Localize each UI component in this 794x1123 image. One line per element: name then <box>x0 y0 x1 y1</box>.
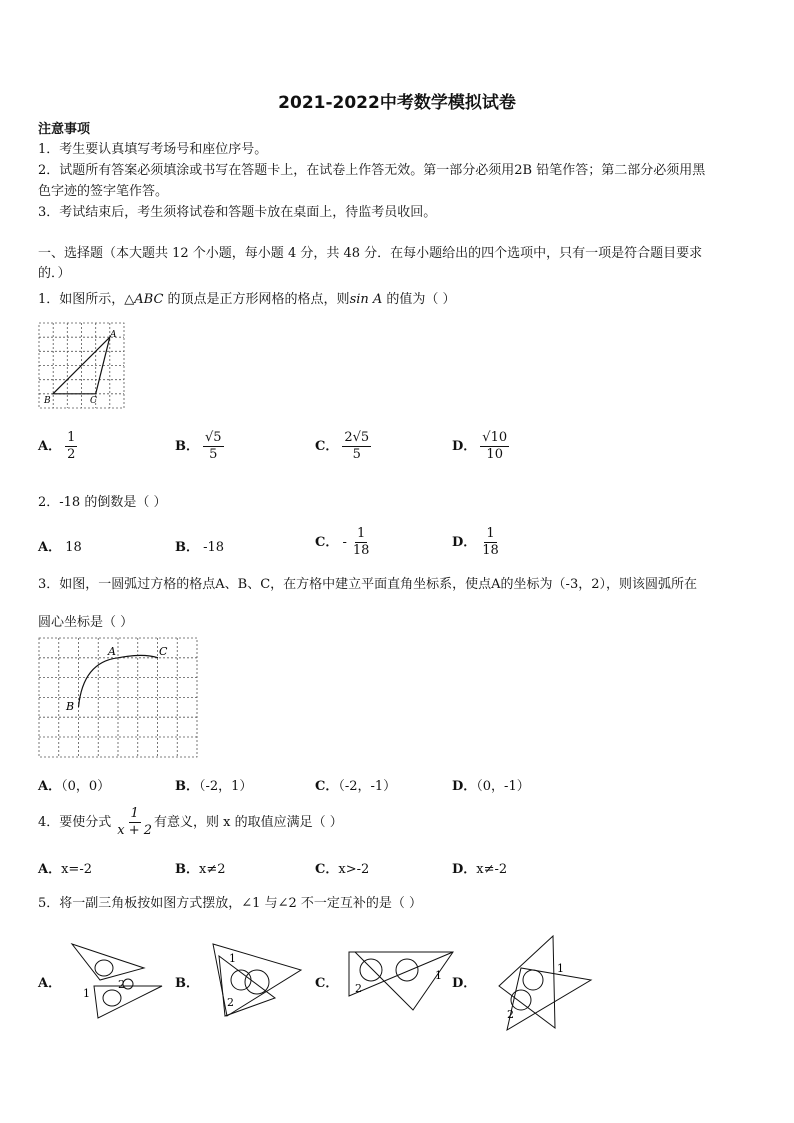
q2-option-a[interactable]: A． 18 <box>38 540 82 555</box>
q1-option-c[interactable]: C． $\frac{2√5}{5}$ <box>315 430 370 462</box>
angle-2: 2 <box>118 978 125 991</box>
q2-option-d[interactable]: D． $\frac{1}{18}$ <box>452 526 499 558</box>
q4-option-b[interactable]: B．x≠2 <box>175 862 226 877</box>
q4-option-c[interactable]: C．x>-2 <box>315 862 370 877</box>
q5-option-a[interactable]: A． <box>38 976 62 991</box>
q3-option-c[interactable]: C．（-2，-1） <box>315 779 397 794</box>
q5-option-b[interactable]: B． <box>175 976 199 991</box>
label-c: C <box>90 396 97 406</box>
set-square-slanted <box>507 968 591 1030</box>
angle-1: 1 <box>435 969 442 982</box>
question-3-stem-cont: 圆心坐标是（ ） <box>38 615 134 630</box>
label-b: B <box>66 700 75 713</box>
q5-figure-b <box>205 940 305 1020</box>
notice-heading: 注意事项 <box>38 122 91 137</box>
notice-item: 2．试题所有答案必须填涂或书写在答题卡上，在试卷上作答无效。第一部分必须用2B 铅笔作答；第二部分必须用黑 <box>38 163 706 178</box>
q4-option-d[interactable]: D．x≠-2 <box>452 862 508 877</box>
q2-option-b[interactable]: B． -18 <box>175 540 225 555</box>
section-heading: 一、选择题（本大题共 12 个小题，每小题 4 分，共 48 分．在每小题给出的四个选项中，只有一项是符合题目要求 <box>38 246 703 261</box>
section-heading-cont: 的．） <box>38 266 71 281</box>
q3-option-a[interactable]: A．（0，0） <box>38 779 111 794</box>
angle-2: 2 <box>507 1008 514 1021</box>
set-square-top <box>72 944 144 980</box>
question-1-figure <box>38 322 128 412</box>
q1-option-d[interactable]: D． $\frac{√10}{10}$ <box>452 430 508 462</box>
q3-option-b[interactable]: B．（-2，1） <box>175 779 253 794</box>
triangle-abc <box>53 337 110 394</box>
label-a: A <box>110 330 117 340</box>
question-2-stem: 2．-18 的倒数是（ ） <box>38 495 167 510</box>
q1-option-a[interactable]: A． $\frac{1}{2}$ <box>38 430 76 462</box>
q5-figure-c <box>345 946 460 1016</box>
angle-2: 2 <box>355 982 362 995</box>
q3-option-d[interactable]: D．（0，-1） <box>452 779 530 794</box>
q5-figure-a <box>66 940 166 1020</box>
question-4-stem: 4．要使分式 $\frac{1}{x + 2}$ 有意义，则 x 的取值应满足（ ） <box>38 806 343 838</box>
q5-option-c[interactable]: C． <box>315 976 339 991</box>
notice-item: 3．考试结束后，考生须将试卷和答题卡放在桌面上，待监考员收回。 <box>38 205 437 220</box>
angle-1: 1 <box>557 962 564 975</box>
question-3-figure <box>38 637 200 759</box>
angle-1: 1 <box>83 987 90 1000</box>
label-b: B <box>44 396 51 406</box>
q4-option-a[interactable]: A．x=-2 <box>38 862 92 877</box>
question-1-stem: 1．如图所示，△ABC 的顶点是正方形网格的格点，则sin A 的值为（ ） <box>38 292 456 307</box>
q1-option-b[interactable]: B． $\frac{√5}{5}$ <box>175 430 222 462</box>
question-5-stem: 5．将一副三角板按如图方式摆放，∠1 与∠2 不一定互补的是（ ） <box>38 896 422 911</box>
angle-2: 2 <box>227 996 234 1009</box>
q5-option-d[interactable]: D． <box>452 976 477 991</box>
angle-1: 1 <box>229 952 236 965</box>
label-a: A <box>108 645 116 658</box>
notice-item: 1．考生要认真填写考场号和座位序号。 <box>38 142 268 157</box>
q5-figure-d <box>495 932 595 1032</box>
notice-item: 色字迹的签字笔作答。 <box>38 184 169 199</box>
label-c: C <box>159 645 168 658</box>
question-3-stem: 3．如图，一圆弧过方格的格点A、B、C，在方格中建立平面直角坐标系，使点A的坐标为（-3，2），则该圆弧所在 <box>38 577 697 592</box>
q2-option-c[interactable]: C． - $\frac{1}{18}$ <box>315 526 370 558</box>
page-title: 2021-2022中考数学模拟试卷 <box>278 93 516 113</box>
